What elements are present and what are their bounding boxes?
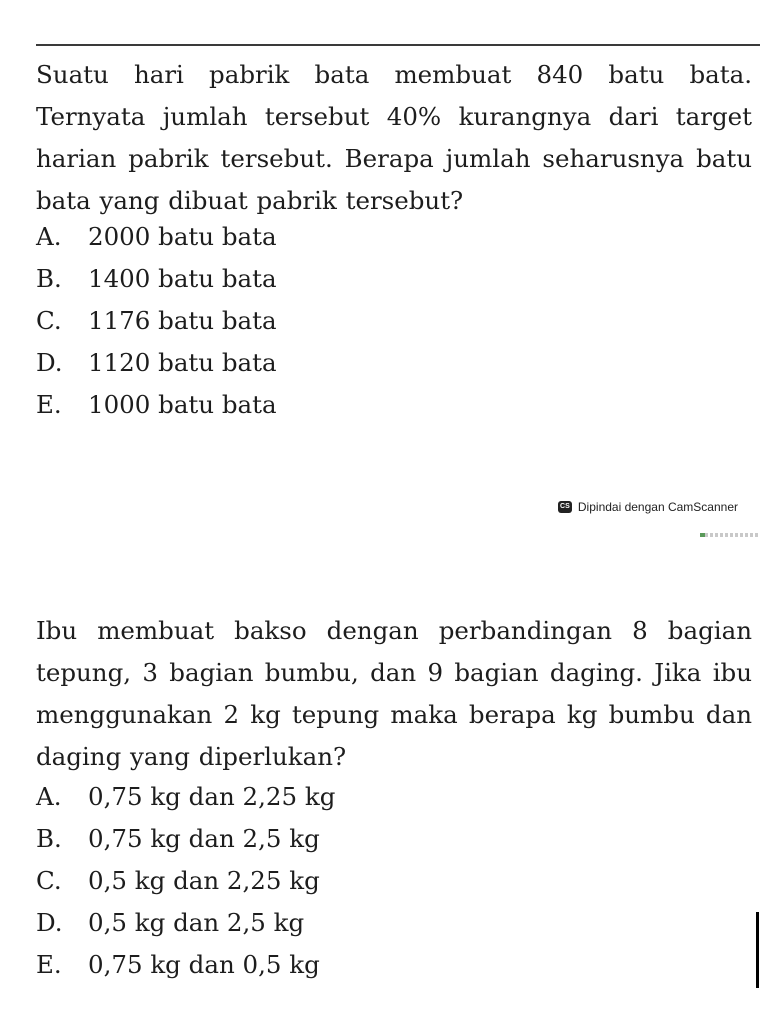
q1-option-b [36, 258, 277, 300]
camscanner-watermark [558, 500, 738, 514]
question-1-text: Suatu hari pabrik bata membuat 840 batu bata. Ternyata jumlah tersebut 40% kurangnya dari target harian pabrik tersebut. Berapa jumlah seharusnya batu bata yang dibuat pabrik tersebut? [36, 60, 752, 215]
top-divider-line [36, 44, 760, 46]
small-watermark-mark [700, 533, 758, 537]
q2-option-a [36, 776, 335, 818]
q1-option-a [36, 216, 277, 258]
option-text: 0,5 kg dan 2,25 kg [88, 866, 320, 895]
watermark-text: Dipindai dengan CamScanner [577, 500, 738, 514]
q1-option-e [36, 384, 277, 426]
q1-option-d [36, 342, 277, 384]
option-letter: D. [36, 348, 63, 377]
option-letter: C. [36, 306, 62, 335]
camscanner-logo-icon: CS [558, 501, 572, 513]
option-letter: B. [36, 264, 62, 293]
option-letter: C. [36, 866, 62, 895]
option-letter: B. [36, 824, 62, 853]
option-text: 1120 batu bata [88, 348, 277, 377]
option-letter: E. [36, 950, 62, 979]
option-text: 0,75 kg dan 2,25 kg [88, 782, 336, 811]
option-text: 0,75 kg dan 2,5 kg [88, 824, 320, 853]
option-text: 0,75 kg dan 0,5 kg [88, 950, 320, 979]
question-1-options [36, 216, 277, 426]
option-letter: A. [36, 782, 62, 811]
option-text: 1400 batu bata [88, 264, 277, 293]
q1-option-c [36, 300, 277, 342]
scan-edge-bar [756, 912, 759, 988]
option-letter: A. [36, 222, 62, 251]
q2-option-c [36, 860, 335, 902]
option-text: 1000 batu bata [88, 390, 277, 419]
option-text: 0,5 kg dan 2,5 kg [88, 908, 305, 937]
q2-option-b [36, 818, 335, 860]
option-letter: D. [36, 908, 63, 937]
q2-option-d [36, 902, 335, 944]
option-letter: E. [36, 390, 62, 419]
option-text: 2000 batu bata [88, 222, 277, 251]
question-2-text: Ibu membuat bakso dengan perbandingan 8 bagian tepung, 3 bagian bumbu, dan 9 bagian daging. Jika ibu menggunakan 2 kg tepung maka berapa kg bumbu dan daging yang diperlukan? [36, 616, 752, 771]
q2-option-e [36, 944, 335, 986]
question-2-options [36, 776, 335, 986]
option-text: 1176 batu bata [88, 306, 277, 335]
